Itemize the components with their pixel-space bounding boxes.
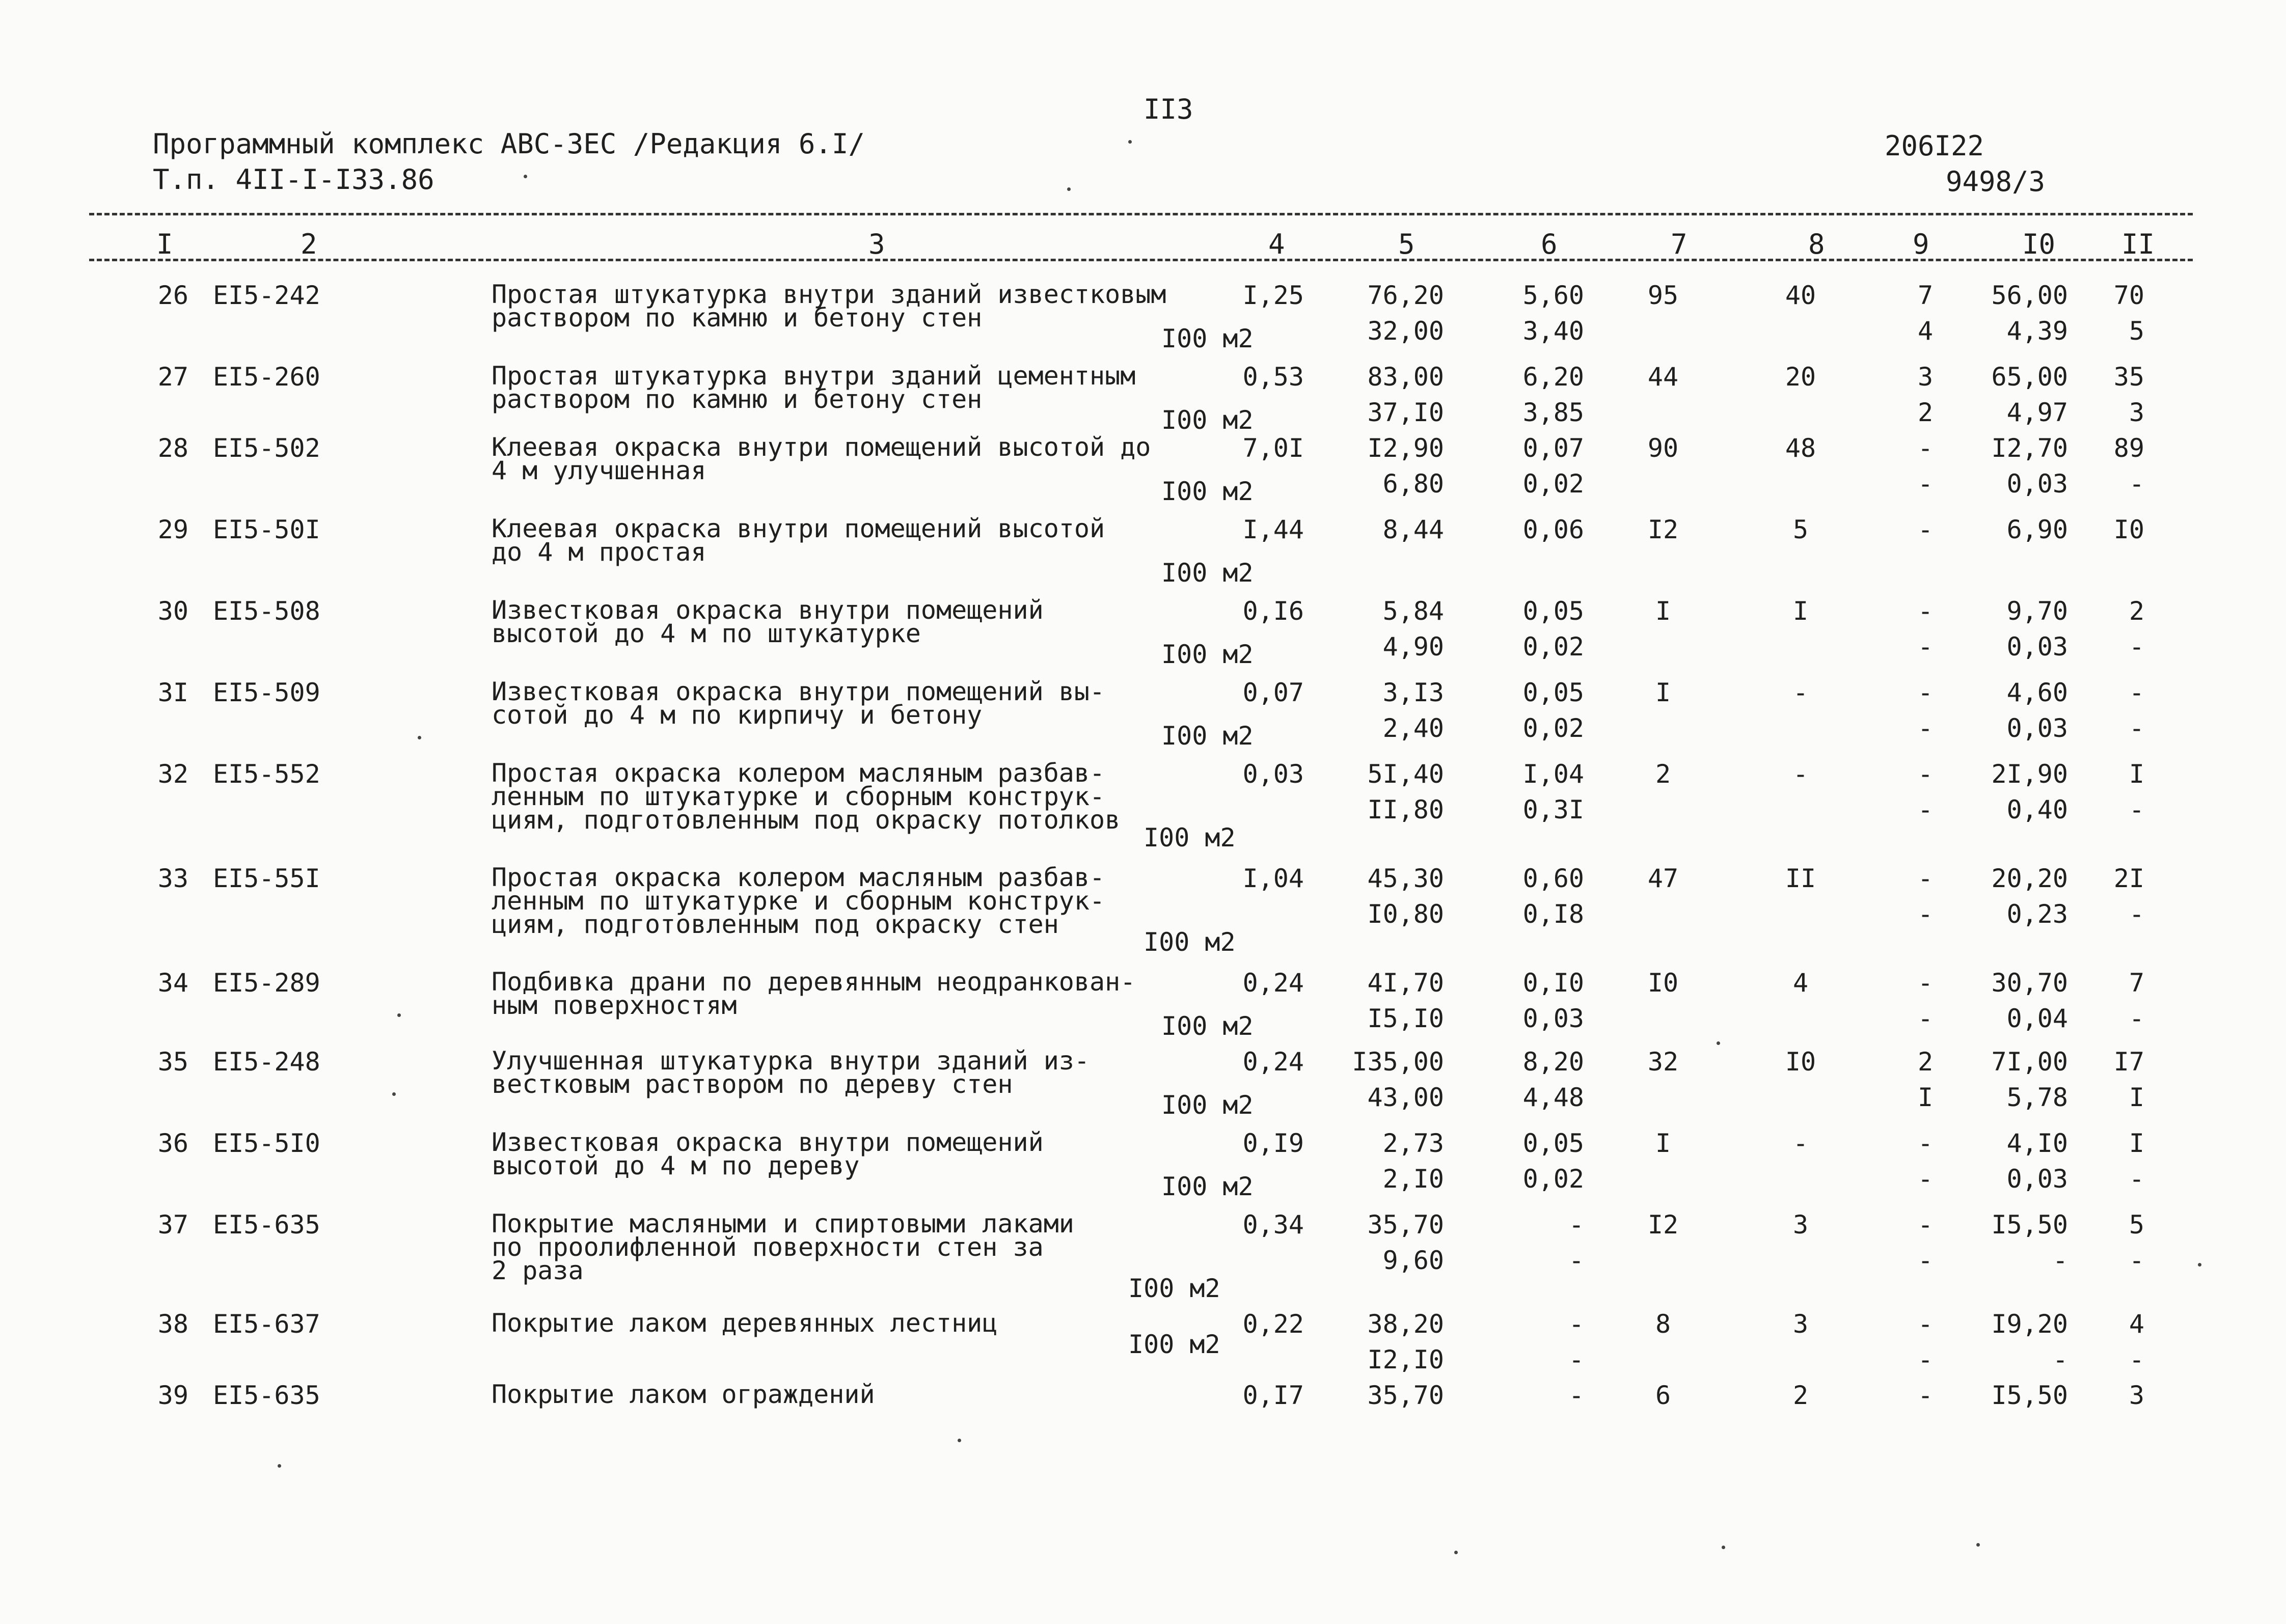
quantity: I,25	[1242, 281, 1304, 310]
labor-total: 4	[2129, 1309, 2144, 1339]
column-header-10: I0	[2022, 228, 2056, 260]
work-description-line: по проолифленной поверхности стен за	[492, 1232, 1044, 1262]
material-cost: -	[1792, 759, 1809, 789]
row-number: 34	[157, 968, 188, 998]
labor-norm: -	[1917, 1381, 1934, 1410]
total-cost: 4,I0	[2006, 1128, 2068, 1158]
wage-cost: -	[1568, 1381, 1584, 1410]
work-description-line: Известковая окраска внутри помещений вы-	[492, 677, 1105, 706]
material-cost: I0	[1785, 1047, 1816, 1077]
labor-norm: -	[1917, 632, 1934, 662]
quantity: 0,I9	[1242, 1128, 1304, 1158]
machine-cost: I	[1655, 596, 1671, 626]
unit-cost: 37,I0	[1367, 398, 1444, 427]
unit-cost: 4I,70	[1367, 968, 1444, 998]
labor-total: -	[2129, 795, 2144, 824]
quantity: 0,34	[1242, 1210, 1304, 1240]
labor-norm: -	[1917, 1004, 1934, 1033]
measure-unit: I00 м2	[1144, 823, 1236, 852]
wage-cost: 0,06	[1522, 515, 1584, 544]
work-description-line: сотой до 4 м по кирпичу и бетону	[492, 700, 983, 730]
total-cost: 0,04	[2006, 1004, 2068, 1033]
unit-cost: 9,60	[1382, 1246, 1444, 1275]
measure-unit: I00 м2	[1161, 405, 1254, 435]
wage-cost: 0,60	[1522, 864, 1584, 893]
unit-cost: I2,90	[1367, 433, 1444, 463]
unit-cost: I5,I0	[1367, 1004, 1444, 1033]
quantity: 0,24	[1242, 1047, 1304, 1077]
labor-norm: -	[1917, 968, 1934, 998]
row-number: 28	[157, 433, 188, 463]
position-code: EI5-242	[213, 281, 320, 310]
unit-cost: 2,73	[1382, 1128, 1444, 1158]
work-description-line: ленным по штукатурке и сборным конструк-	[492, 886, 1105, 916]
measure-unit: I00 м2	[1161, 1172, 1254, 1201]
work-description-line: Клеевая окраска внутри помещений высотой до	[492, 432, 1151, 462]
labor-total: -	[2129, 1345, 2144, 1374]
labor-norm: 3	[1917, 362, 1934, 392]
unit-cost: I0,80	[1367, 899, 1444, 929]
quantity: 0,24	[1242, 968, 1304, 998]
total-cost: 0,40	[2006, 795, 2068, 824]
scan-speck	[418, 736, 421, 739]
column-header-11: II	[2121, 228, 2155, 260]
material-cost: 4	[1792, 968, 1809, 998]
row-number: 33	[157, 864, 188, 893]
wage-cost: -	[1568, 1345, 1584, 1374]
labor-norm: -	[1917, 469, 1934, 499]
wage-cost: I,04	[1522, 759, 1584, 789]
unit-cost: 38,20	[1367, 1309, 1444, 1339]
labor-total: 70	[2113, 281, 2144, 310]
position-code: EI5-50I	[213, 515, 320, 544]
row-number: 27	[157, 362, 188, 392]
scan-speck	[278, 1464, 281, 1468]
wage-cost: 0,05	[1522, 678, 1584, 707]
work-description-line: Известковая окраска внутри помещений	[492, 1127, 1044, 1157]
unit-cost: 4,90	[1382, 632, 1444, 662]
scan-speck	[397, 1013, 401, 1017]
labor-norm: 2	[1917, 1047, 1934, 1077]
total-cost: 0,03	[2006, 632, 2068, 662]
labor-total: -	[2129, 469, 2144, 499]
machine-cost: 44	[1647, 362, 1679, 392]
total-cost: -	[2052, 1246, 2068, 1275]
total-cost: 0,03	[2006, 1164, 2068, 1194]
total-cost: 9,70	[2006, 596, 2068, 626]
scan-speck	[1067, 187, 1071, 191]
column-header-3: 3	[868, 228, 885, 260]
total-cost: 4,60	[2006, 678, 2068, 707]
total-cost: 0,03	[2006, 469, 2068, 499]
labor-norm: -	[1917, 795, 1934, 824]
position-code: EI5-289	[213, 968, 320, 998]
unit-cost: 32,00	[1367, 316, 1444, 346]
wage-cost: 3,40	[1522, 316, 1584, 346]
wage-cost: 0,3I	[1522, 795, 1584, 824]
quantity: 7,0I	[1242, 433, 1304, 463]
labor-norm: -	[1917, 864, 1934, 893]
machine-cost: 2	[1655, 759, 1671, 789]
measure-unit: I00 м2	[1161, 477, 1254, 506]
unit-cost: 5I,40	[1367, 759, 1444, 789]
material-cost: 5	[1792, 515, 1809, 544]
measure-unit: I00 м2	[1161, 721, 1254, 751]
wage-cost: 0,05	[1522, 1128, 1584, 1158]
work-description-line: 4 м улучшенная	[492, 456, 706, 485]
total-cost: I5,50	[1991, 1210, 2068, 1240]
labor-total: I	[2129, 1083, 2144, 1112]
labor-norm: -	[1917, 759, 1934, 789]
labor-total: I	[2129, 1128, 2144, 1158]
labor-total: -	[2129, 1246, 2144, 1275]
work-description-line: Покрытие лаком деревянных лестниц	[492, 1308, 998, 1338]
row-number: 29	[157, 515, 188, 544]
total-cost: 20,20	[1991, 864, 2068, 893]
labor-norm: -	[1917, 1164, 1934, 1194]
unit-cost: 2,40	[1382, 713, 1444, 743]
quantity: 0,07	[1242, 678, 1304, 707]
wage-cost: 6,20	[1522, 362, 1584, 392]
position-code: EI5-502	[213, 433, 320, 463]
position-code: EI5-509	[213, 678, 320, 707]
work-description-line: циям, подготовленным под окраску потолков	[492, 805, 1121, 835]
total-cost: I5,50	[1991, 1381, 2068, 1410]
work-description-line: Простая окраска колером масляным разбав-	[492, 863, 1105, 892]
scan-speck	[392, 1092, 396, 1096]
work-description-line: до 4 м простая	[492, 537, 706, 567]
labor-total: 5	[2129, 1210, 2144, 1240]
row-number: 32	[157, 759, 188, 789]
machine-cost: I2	[1647, 1210, 1679, 1240]
labor-total: I7	[2113, 1047, 2144, 1077]
unit-cost: 76,20	[1367, 281, 1444, 310]
labor-norm: 7	[1917, 281, 1934, 310]
total-cost: 2I,90	[1991, 759, 2068, 789]
measure-unit: I00 м2	[1161, 558, 1254, 588]
work-description-line: высотой до 4 м по дереву	[492, 1151, 860, 1180]
work-description-line: Покрытие масляными и спиртовыми лаками	[492, 1209, 1074, 1238]
work-description-line: Простая штукатурка внутри зданий цементным	[492, 361, 1136, 391]
scan-speck	[1454, 1551, 1458, 1554]
work-description-line: Покрытие лаком ограждений	[492, 1380, 875, 1409]
quantity: 0,53	[1242, 362, 1304, 392]
labor-total: 5	[2129, 316, 2144, 346]
labor-norm: -	[1917, 1128, 1934, 1158]
position-code: EI5-248	[213, 1047, 320, 1077]
total-cost: 6,90	[2006, 515, 2068, 544]
machine-cost: 90	[1647, 433, 1679, 463]
quantity: I,04	[1242, 864, 1304, 893]
work-description-line: Улучшенная штукатурка внутри зданий из-	[492, 1046, 1090, 1076]
header-rule-bottom	[89, 259, 2193, 261]
wage-cost: 5,60	[1522, 281, 1584, 310]
quantity: 0,03	[1242, 759, 1304, 789]
unit-cost: 8,44	[1382, 515, 1444, 544]
work-description-line: 2 раза	[492, 1256, 584, 1285]
labor-norm: -	[1917, 515, 1934, 544]
column-header-8: 8	[1808, 228, 1825, 260]
work-description-line: вестковым раствором по дереву стен	[492, 1069, 1013, 1099]
total-cost: I9,20	[1991, 1309, 2068, 1339]
row-number: 37	[157, 1210, 188, 1240]
material-cost: 3	[1792, 1309, 1809, 1339]
work-description-line: Простая штукатурка внутри зданий известковым	[492, 280, 1166, 309]
total-cost: 0,03	[2006, 713, 2068, 743]
work-description-line: раствором по камню и бетону стен	[492, 303, 983, 333]
labor-total: -	[2129, 678, 2144, 707]
labor-norm: -	[1917, 1345, 1934, 1374]
work-description-line: раствором по камню и бетону стен	[492, 384, 983, 414]
work-description-line: Клеевая окраска внутри помещений высотой	[492, 514, 1105, 543]
wage-cost: 0,I0	[1522, 968, 1584, 998]
material-cost: 48	[1785, 433, 1816, 463]
row-number: 35	[157, 1047, 188, 1077]
total-cost: 7I,00	[1991, 1047, 2068, 1077]
work-description-line: ленным по штукатурке и сборным конструк-	[492, 782, 1105, 811]
labor-total: -	[2129, 1004, 2144, 1033]
labor-total: I0	[2113, 515, 2144, 544]
measure-unit: I00 м2	[1128, 1330, 1220, 1359]
unit-cost: 35,70	[1367, 1381, 1444, 1410]
column-header-2: 2	[301, 228, 317, 260]
work-description-line: Подбивка драни по деревянным неодранкован-	[492, 967, 1136, 997]
labor-total: 89	[2113, 433, 2144, 463]
quantity: 0,22	[1242, 1309, 1304, 1339]
position-code: EI5-635	[213, 1210, 320, 1240]
labor-norm: -	[1917, 713, 1934, 743]
column-header-6: 6	[1541, 228, 1558, 260]
measure-unit: I00 м2	[1161, 1090, 1254, 1120]
unit-cost: 83,00	[1367, 362, 1444, 392]
unit-cost: 5,84	[1382, 596, 1444, 626]
material-cost: II	[1785, 864, 1816, 893]
quantity: 0,I7	[1242, 1381, 1304, 1410]
total-cost: -	[2052, 1345, 2068, 1374]
labor-total: -	[2129, 1164, 2144, 1194]
labor-norm: -	[1917, 678, 1934, 707]
quantity: 0,I6	[1242, 596, 1304, 626]
work-description-line: высотой до 4 м по штукатурке	[492, 619, 921, 648]
position-code: EI5-637	[213, 1309, 320, 1339]
measure-unit: I00 м2	[1144, 927, 1236, 957]
scan-speck	[958, 1439, 961, 1442]
row-number: 30	[157, 596, 188, 626]
material-cost: -	[1792, 1128, 1809, 1158]
position-code: EI5-55I	[213, 864, 320, 893]
position-code: EI5-552	[213, 759, 320, 789]
material-cost: 40	[1785, 281, 1816, 310]
scan-speck	[1717, 1041, 1720, 1045]
position-code: EI5-260	[213, 362, 320, 392]
measure-unit: I00 м2	[1161, 324, 1254, 353]
column-header-4: 4	[1268, 228, 1285, 260]
labor-total: -	[2129, 632, 2144, 662]
labor-norm: -	[1917, 899, 1934, 929]
labor-total: 2I	[2113, 864, 2144, 893]
project-number: Т.п. 4II-I-I33.86	[153, 163, 434, 196]
labor-norm: I	[1917, 1083, 1934, 1112]
wage-cost: 0,02	[1522, 1164, 1584, 1194]
material-cost: 20	[1785, 362, 1816, 392]
row-number: 36	[157, 1128, 188, 1158]
machine-cost: 32	[1647, 1047, 1679, 1077]
material-cost: -	[1792, 678, 1809, 707]
total-cost: 30,70	[1991, 968, 2068, 998]
machine-cost: 47	[1647, 864, 1679, 893]
wage-cost: 0,07	[1522, 433, 1584, 463]
column-header-9: 9	[1913, 228, 1929, 260]
scan-speck	[1722, 1546, 1725, 1549]
unit-cost: 43,00	[1367, 1083, 1444, 1112]
wage-cost: 0,02	[1522, 713, 1584, 743]
labor-norm: -	[1917, 433, 1934, 463]
document-number: 9498/3	[1946, 166, 2046, 198]
labor-total: 7	[2129, 968, 2144, 998]
machine-cost: 6	[1655, 1381, 1671, 1410]
total-cost: 4,97	[2006, 398, 2068, 427]
row-number: 39	[157, 1381, 188, 1410]
material-cost: 3	[1792, 1210, 1809, 1240]
document-code: 206I22	[1885, 130, 1984, 162]
column-header-7: 7	[1671, 228, 1688, 260]
total-cost: I2,70	[1991, 433, 2068, 463]
measure-unit: I00 м2	[1161, 640, 1254, 669]
wage-cost: 8,20	[1522, 1047, 1584, 1077]
work-description-line: циям, подготовленным под окраску стен	[492, 910, 1059, 939]
work-description-line: Известковая окраска внутри помещений	[492, 595, 1044, 625]
labor-norm: -	[1917, 596, 1934, 626]
total-cost: 4,39	[2006, 316, 2068, 346]
labor-total: -	[2129, 713, 2144, 743]
unit-cost: 35,70	[1367, 1210, 1444, 1240]
work-description-line: Простая окраска колером масляным разбав-	[492, 758, 1105, 788]
machine-cost: 95	[1647, 281, 1679, 310]
unit-cost: 2,I0	[1382, 1164, 1444, 1194]
wage-cost: -	[1568, 1309, 1584, 1339]
page-number: II3	[1144, 93, 1193, 125]
wage-cost: 0,05	[1522, 596, 1584, 626]
wage-cost: -	[1568, 1246, 1584, 1275]
unit-cost: I35,00	[1352, 1047, 1444, 1077]
measure-unit: I00 м2	[1161, 1011, 1254, 1041]
header-rule-top	[89, 213, 2193, 215]
machine-cost: I0	[1647, 968, 1679, 998]
labor-total: 3	[2129, 398, 2144, 427]
position-code: EI5-635	[213, 1381, 320, 1410]
total-cost: 5,78	[2006, 1083, 2068, 1112]
unit-cost: 45,30	[1367, 864, 1444, 893]
labor-total: I	[2129, 759, 2144, 789]
material-cost: I	[1792, 596, 1809, 626]
labor-total: 35	[2113, 362, 2144, 392]
unit-cost: I2,I0	[1367, 1345, 1444, 1374]
scan-speck	[1128, 140, 1132, 144]
position-code: EI5-5I0	[213, 1128, 320, 1158]
wage-cost: 0,02	[1522, 632, 1584, 662]
wage-cost: 3,85	[1522, 398, 1584, 427]
row-number: 38	[157, 1309, 188, 1339]
labor-total: 3	[2129, 1381, 2144, 1410]
wage-cost: 0,I8	[1522, 899, 1584, 929]
work-description-line: ным поверхностям	[492, 990, 737, 1020]
material-cost: 2	[1792, 1381, 1809, 1410]
machine-cost: 8	[1655, 1309, 1671, 1339]
machine-cost: I	[1655, 1128, 1671, 1158]
row-number: 26	[157, 281, 188, 310]
machine-cost: I	[1655, 678, 1671, 707]
program-title: Программный комплекс АВС-3ЕС /Редакция 6.I/	[153, 128, 865, 160]
labor-norm: 2	[1917, 398, 1934, 427]
quantity: I,44	[1242, 515, 1304, 544]
column-header-5: 5	[1398, 228, 1415, 260]
unit-cost: II,80	[1367, 795, 1444, 824]
labor-norm: -	[1917, 1210, 1934, 1240]
machine-cost: I2	[1647, 515, 1679, 544]
labor-norm: 4	[1917, 316, 1934, 346]
wage-cost: 0,03	[1522, 1004, 1584, 1033]
labor-total: -	[2129, 899, 2144, 929]
wage-cost: -	[1568, 1210, 1584, 1240]
measure-unit: I00 м2	[1128, 1274, 1220, 1303]
column-header-1: I	[156, 228, 173, 260]
unit-cost: 6,80	[1382, 469, 1444, 499]
scan-speck	[2198, 1263, 2201, 1267]
unit-cost: 3,I3	[1382, 678, 1444, 707]
labor-total: 2	[2129, 596, 2144, 626]
labor-norm: -	[1917, 1309, 1934, 1339]
labor-norm: -	[1917, 1246, 1934, 1275]
position-code: EI5-508	[213, 596, 320, 626]
total-cost: 56,00	[1991, 281, 2068, 310]
scan-speck	[1976, 1543, 1980, 1547]
wage-cost: 0,02	[1522, 469, 1584, 499]
row-number: 3I	[157, 678, 188, 707]
wage-cost: 4,48	[1522, 1083, 1584, 1112]
scan-speck	[524, 175, 527, 178]
total-cost: 0,23	[2006, 899, 2068, 929]
total-cost: 65,00	[1991, 362, 2068, 392]
